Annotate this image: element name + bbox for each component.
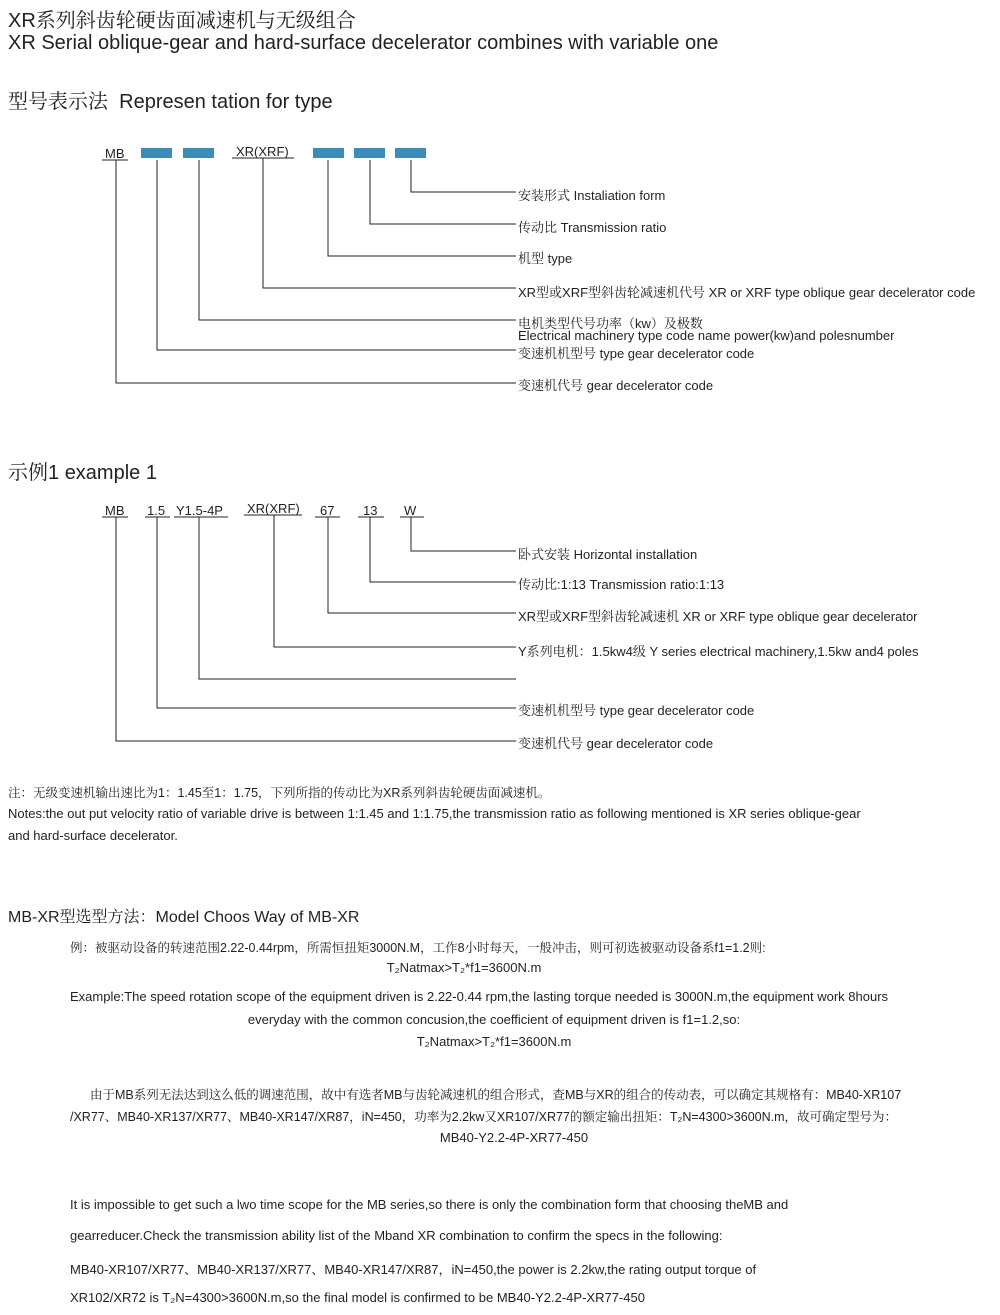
example-legend-install: 卧式安装 Horizontal installation [518,547,698,562]
code-label-mb: MB [105,146,125,161]
legend-motor-code-en: Electrical machinery type code name power(kw)and polesnumber [518,328,895,343]
example-legend-gear-code: 变速机代号 gear decelerator code [518,736,714,751]
legend-install-form: 安装形式 Instaliation form [518,188,666,203]
example-heading-en: example 1 [64,462,157,484]
note-en-line1: Notes:the out put velocity ratio of variable drive is between 1:1.45 and 1:1.75,the transmission ratio as following mentioned is XR series oblique-gear [8,806,861,821]
selection-en-para-line2: gearreducer.Check the transmission ability list of the Mband XR combination to confirm the specs in the following: [70,1228,723,1243]
legend-xr-code: XR型或XRF型斜齿轮减速机代号 XR or XRF type oblique gear decelerator code [518,285,976,300]
selection-heading: MB-XR型选型方法：Model Choos Way of MB-XR [8,909,360,926]
example-code-mb: MB [105,503,125,518]
selection-en-example-line1: Example:The speed rotation scope of the equipment driven is 2.22-0.44 rpm,the lasting torque needed is 3000N.m,the equipment work 8hours [70,989,889,1004]
title-en: XR Serial oblique-gear and hard-surface decelerator combines with variable one [8,32,719,54]
selection-cn-para-line2: /XR77、MB40-XR137/XR77、MB40-XR147/XR87，iN=450，功率为2.2kw又XR107/XR77的额定输出扭矩：T₂N=4300>3600N.m，故可确定型号为： [70,1110,898,1124]
example-legend-motor: Y系列电机：1.5kw4级 Y series electrical machinery,1.5kw and4 poles [518,644,919,659]
example-code-xr: XR(XRF) [247,501,300,516]
leader-67 [328,517,516,613]
leader-y15 [199,517,516,679]
selection-cn-example: 例：被驱动设备的转速范围2.22-0.44rpm，所需恒扭矩3000N.M，工作8小时每天，一般冲击，则可初选被驱动设备系f1=1.2则: [70,941,766,955]
legend-gear-code: 变速机代号 gear decelerator code [518,378,714,393]
leader-motor-code [199,160,516,320]
type-heading-cn: 型号表示法 [8,91,108,113]
example-code-power: 1.5 [147,503,166,518]
example-section-heading [8,456,157,485]
selection-en-para-line3: MB40-XR107/XR77、MB40-XR137/XR77、MB40-XR147/XR87，iN=450,the power is 2.2kw,the rating output torque of [70,1262,757,1277]
selection-en-para-line4: XR102/XR72 is T₂N=4300>3600N.m,so the final model is confirmed to be MB40-Y2.2-4P-XR77-450 [70,1290,645,1305]
example-code-ratio: 13 [363,503,378,518]
leader-xr-code [263,158,516,288]
leader-type [328,160,516,256]
note-cn: 注：无级变速机输出速比为1：1.45至1：1.75，下列所指的传动比为XR系列斜齿轮硬齿面减速机。 [8,786,551,800]
type-heading-en: Represen tation for type [119,91,333,113]
selection-cn-para-line1: 由于MB系列无法达到这么低的调速范围，故中有选者MB与齿轮减速机的组合形式，查MB与XR的组合的传动表，可以确定其规格有：MB40-XR107 [90,1088,902,1102]
leader-xrxrf [274,515,516,647]
example-legend-gear-model: 变速机机型号 type gear decelerator code [518,703,755,718]
selection-cn-para-line3: MB40-Y2.2-4P-XR77-450 [439,1130,589,1145]
selection-en-formula: T₂Natmax>T₂*f1=3600N.m [416,1034,572,1049]
legend-type: 机型 type [518,251,573,266]
example-heading-cn: 示例1 [8,462,60,484]
leader-gear-model [157,160,516,350]
example-code-type: 67 [320,503,335,518]
selection-en-example-line2: everyday with the common concusion,the coefficient of equipment driven is f1=1.2,so: [247,1012,741,1027]
leader-13 [370,517,516,582]
legend-transmission-ratio: 传动比 Transmission ratio [518,220,667,235]
leader-w [411,517,516,551]
leader-install-form [411,160,516,192]
example-legend-ratio: 传动比:1:13 Transmission ratio:1:13 [518,577,725,592]
note-en-line2: and hard-surface decelerator. [8,828,178,843]
legend-gear-model: 变速机机型号 type gear decelerator code [518,346,755,361]
selection-en-para-line1: It is impossible to get such a lwo time scope for the MB series,so there is only the combination form that choosing theMB and [70,1197,789,1212]
example-code-install: W [404,503,417,518]
title-cn: XR系列斜齿轮硬齿面减速机与无级组合 [8,10,356,32]
example-code-motor: Y1.5-4P [176,503,223,518]
selection-cn-formula: T₂Natmax>T₂*f1=3600N.m [386,960,542,975]
legend-motor-code-cn: 电机类型代号功率（kw）及极数 [518,316,703,331]
example-legend-xr: XR型或XRF型斜齿轮减速机 XR or XRF type oblique gear decelerator [518,609,918,624]
code-label-xr: XR(XRF) [236,144,289,159]
